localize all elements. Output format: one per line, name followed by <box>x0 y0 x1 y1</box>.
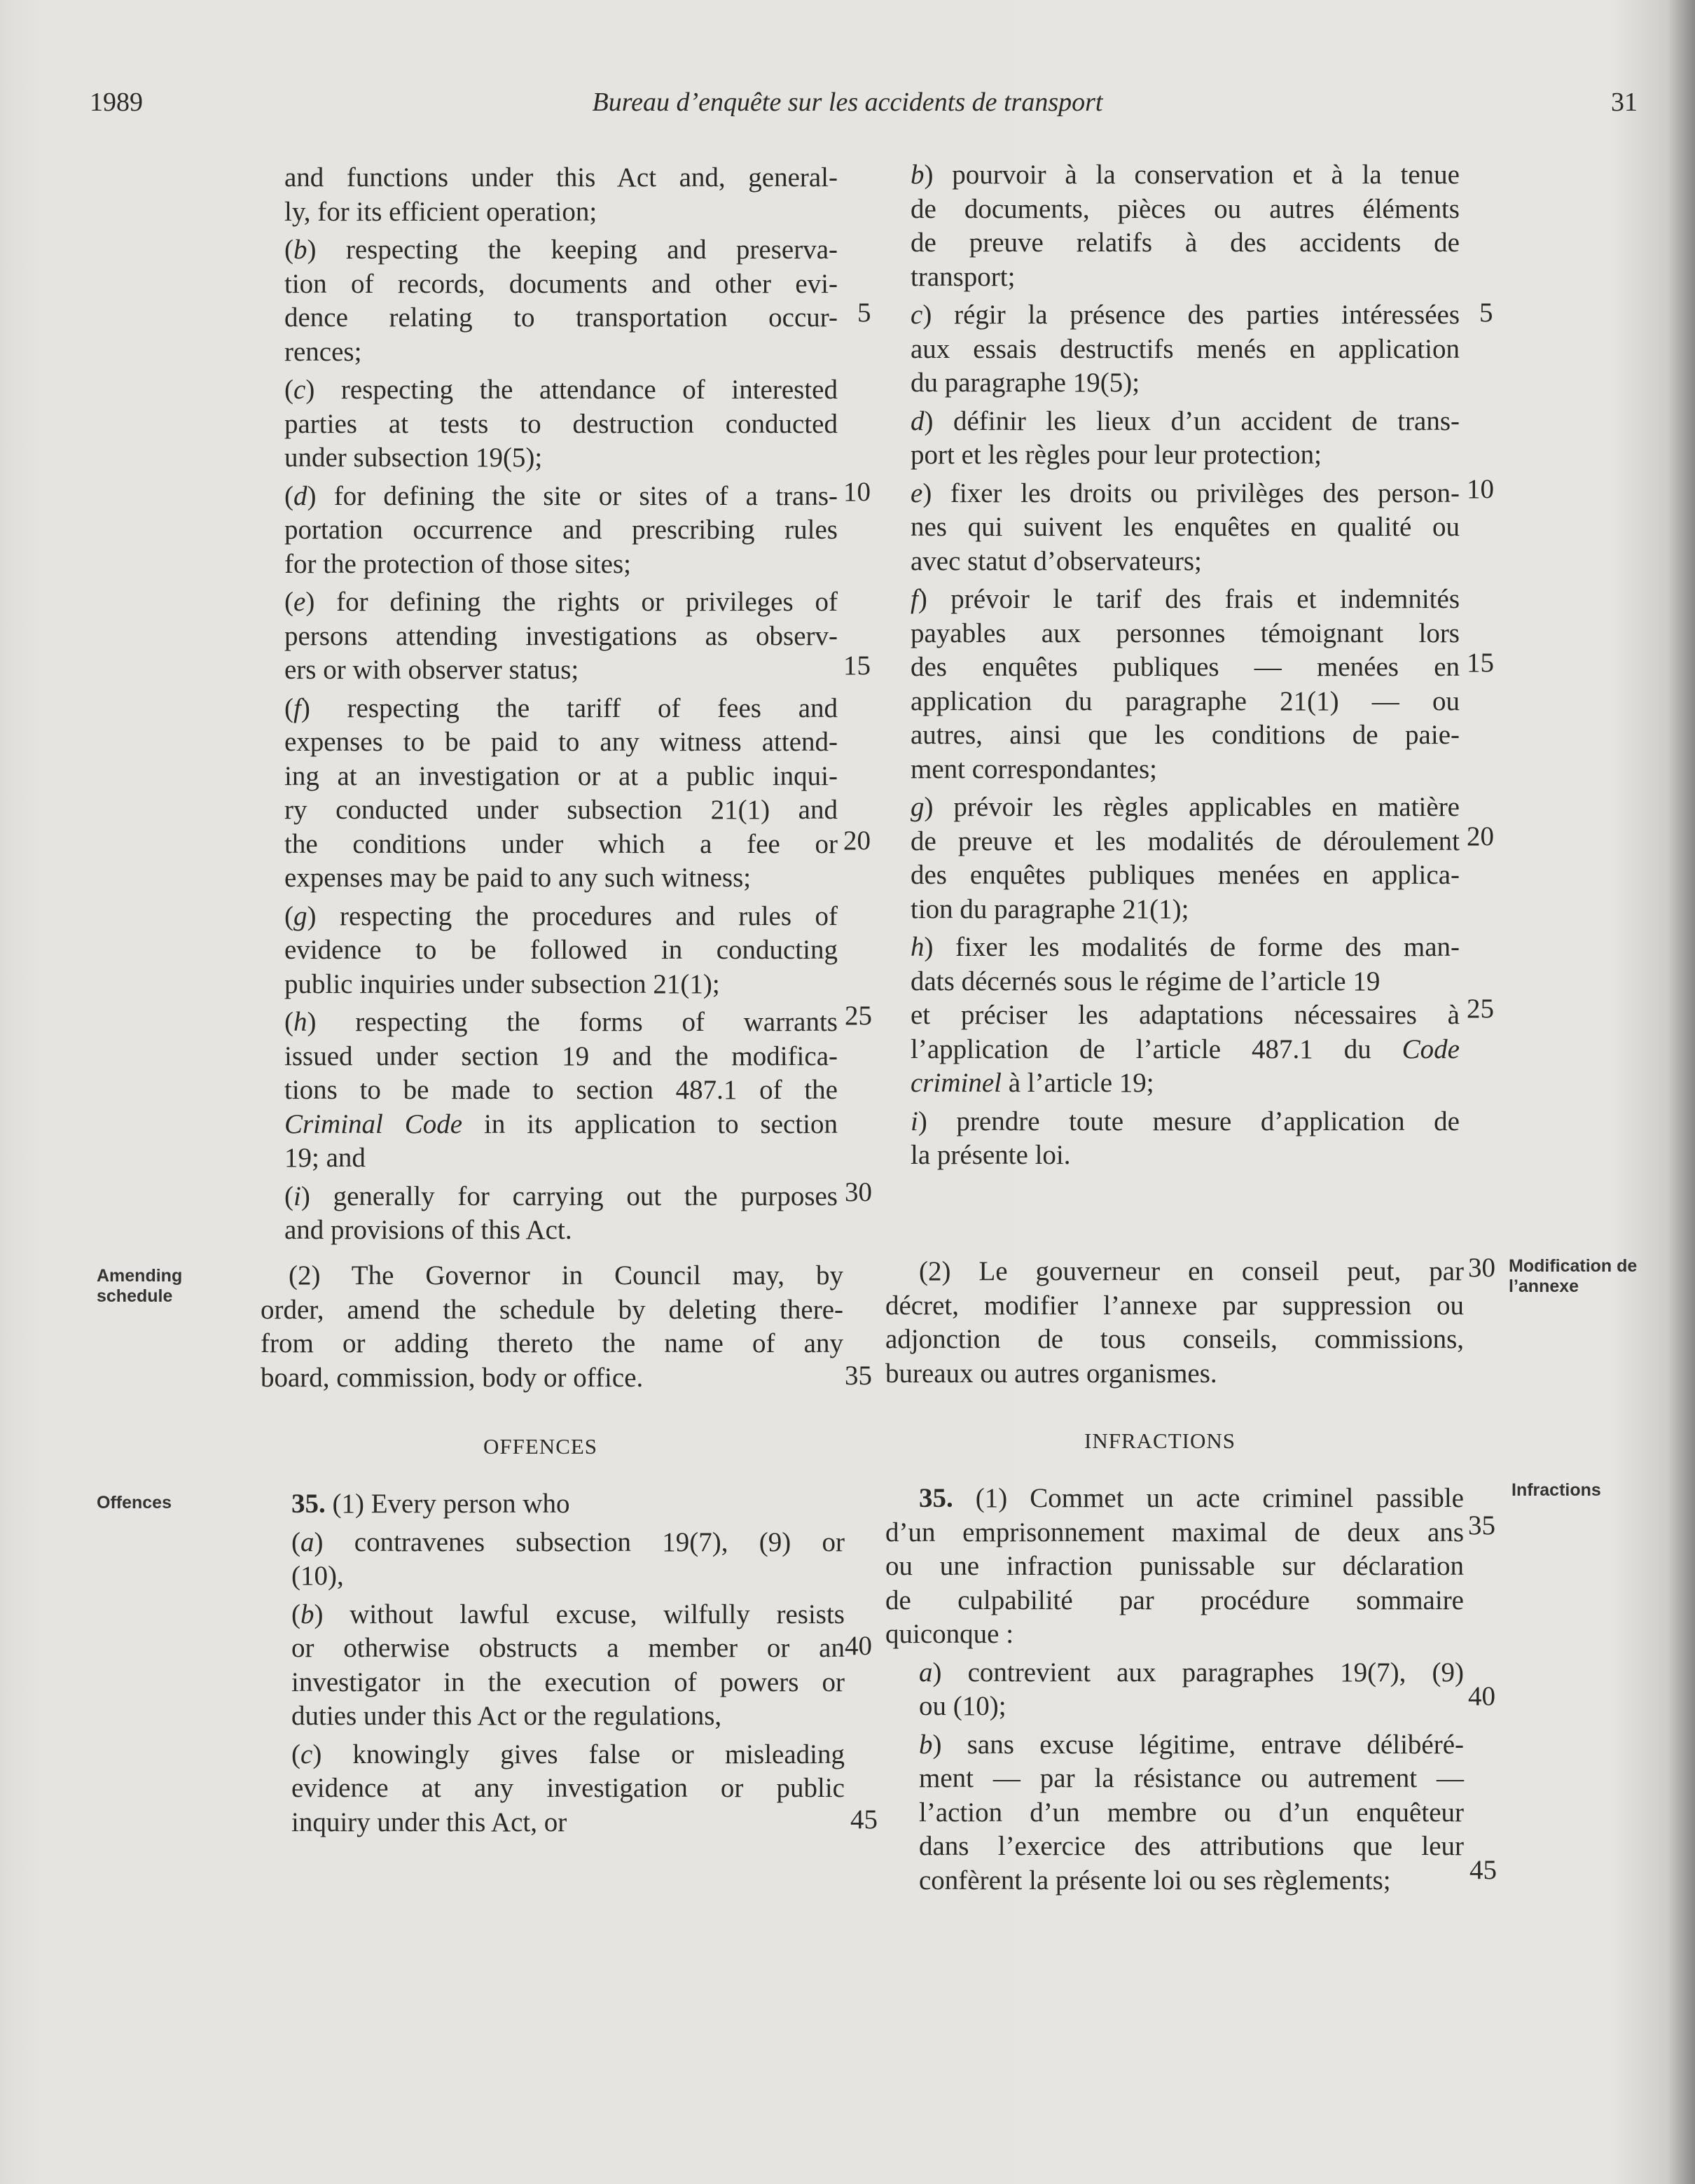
line-number: 5 <box>1479 298 1493 328</box>
text-line: expenses to be paid to any witness attend- <box>284 727 838 757</box>
line-number: 15 <box>843 651 871 681</box>
text-line: b) pourvoir à la conservation et à la tenue <box>911 160 1460 190</box>
text-line: issued under section 19 and the modifica- <box>284 1041 838 1071</box>
text-line: c) régir la présence des parties intéressées <box>911 300 1460 330</box>
text-line: (b) without lawful excuse, wilfully resists <box>291 1599 845 1629</box>
text-line: i) prendre toute mesure d’application de <box>911 1106 1460 1136</box>
line-number: 25 <box>845 1001 872 1031</box>
text-line: under subsection 19(5); <box>284 443 543 473</box>
text-line: inquiry under this Act, or <box>291 1807 567 1837</box>
line-number: 35 <box>845 1361 872 1391</box>
text-line: quiconque : <box>885 1619 1014 1649</box>
infractions-heading: INFRACTIONS <box>1084 1428 1236 1453</box>
margin-note-modification-annexe: Modification de l’annexe <box>1509 1256 1638 1296</box>
text-line: e) fixer les droits ou privilèges des person- <box>911 478 1460 508</box>
english-offences <box>291 1487 845 1839</box>
text-line: tion of records, documents and other evi- <box>284 268 838 299</box>
text-line: d’un emprisonnement maximal de deux ans <box>885 1517 1464 1547</box>
text-line: parties at tests to destruction conducted <box>284 408 838 439</box>
text-line: from or adding thereto the name of any <box>261 1328 843 1358</box>
page-number: 31 <box>1611 88 1638 117</box>
text-line: tions to be made to section 487.1 of the <box>284 1075 838 1105</box>
text-line: de documents, pièces ou autres éléments <box>911 193 1460 224</box>
text-line: autres, ainsi que les conditions de paie- <box>911 720 1460 750</box>
text-line: evidence at any investigation or public <box>291 1773 845 1803</box>
text-line: b) sans excuse légitime, entrave délibéré- <box>919 1729 1464 1760</box>
text-line: a) contrevient aux paragraphes 19(7), (9) <box>919 1657 1464 1688</box>
text-line: des enquêtes publiques menées en applica- <box>911 860 1460 890</box>
line-number: 20 <box>1467 821 1494 851</box>
text-line: public inquiries under subsection 21(1); <box>284 968 720 999</box>
text-line: portation occurrence and prescribing rules <box>284 515 838 545</box>
text-line: des enquêtes publiques — menées en <box>911 652 1460 682</box>
text-line: (a) contravenes subsection 19(7), (9) or <box>291 1526 845 1557</box>
text-line: ment correspondantes; <box>911 753 1157 784</box>
line-number: 40 <box>845 1631 872 1661</box>
french-offences <box>885 1482 1464 1898</box>
text-line: d) définir les lieux d’un accident de trans- <box>911 405 1460 436</box>
text-line: h) fixer les modalités de forme des man- <box>911 932 1460 962</box>
english-regulations <box>284 161 838 1248</box>
text-line: dats décernés sous le régime de l’article 19 <box>911 966 1381 996</box>
line-number: 10 <box>1467 474 1494 504</box>
text-line: application du paragraphe 21(1) — ou <box>911 686 1460 716</box>
text-line: adjonction de tous conseils, commissions, <box>885 1324 1464 1354</box>
text-line: and provisions of this Act. <box>284 1215 572 1245</box>
text-line: 35. (1) Commet un acte criminel passible <box>919 1483 1464 1513</box>
text-line: du paragraphe 19(5); <box>911 368 1140 398</box>
text-line: board, commission, body or office. <box>261 1362 644 1393</box>
line-number: 20 <box>843 826 871 856</box>
text-line: (c) knowingly gives false or misleading <box>291 1739 845 1769</box>
text-line: order, amend the schedule by deleting there- <box>261 1294 843 1325</box>
text-line: (10), <box>291 1561 344 1591</box>
text-line: duties under this Act or the regulations, <box>291 1701 722 1731</box>
text-line: ing at an investigation or at a public inqui- <box>284 760 838 791</box>
french-amending-schedule <box>885 1255 1464 1391</box>
text-line: de preuve et les modalités de déroulement <box>911 826 1460 856</box>
text-line: tion du paragraphe 21(1); <box>911 893 1189 924</box>
text-line: ou (10); <box>919 1691 1006 1721</box>
text-line: et préciser les adaptations nécessaires à <box>911 1000 1460 1030</box>
text-line: port et les règles pour leur protection; <box>911 440 1322 470</box>
running-title: Bureau d’enquête sur les accidents de transport <box>592 88 1103 117</box>
text-line: investigator in the execution of powers or <box>291 1667 845 1697</box>
text-line: for the protection of those sites; <box>284 548 631 579</box>
text-line: or otherwise obstructs a member or an <box>291 1633 845 1663</box>
text-line: de culpabilité par procédure sommaire <box>885 1585 1464 1615</box>
text-line: ment — par la résistance ou autrement — <box>919 1763 1464 1793</box>
text-line: payables aux personnes témoignant lors <box>911 618 1460 648</box>
text-line: f) prévoir le tarif des frais et indemnités <box>911 584 1460 614</box>
text-line: de preuve relatifs à des accidents de <box>911 228 1460 258</box>
text-line: la présente loi. <box>911 1140 1071 1170</box>
text-line: l’application de l’article 487.1 du Code <box>911 1034 1460 1064</box>
text-line: transport; <box>911 261 1016 292</box>
text-line: bureaux ou autres organismes. <box>885 1358 1217 1389</box>
text-line: ry conducted under subsection 21(1) and <box>284 795 838 825</box>
line-number: 30 <box>1468 1253 1495 1283</box>
line-number: 10 <box>843 477 871 507</box>
text-line: dans l’exercice des attributions que leur <box>919 1831 1464 1861</box>
text-line: criminel à l’article 19; <box>911 1068 1154 1098</box>
text-line: 35. (1) Every person who <box>291 1489 570 1519</box>
line-number: 45 <box>1469 1855 1497 1885</box>
text-line: (b) respecting the keeping and preserva- <box>284 235 838 265</box>
line-number: 30 <box>845 1177 872 1207</box>
header-year: 1989 <box>90 88 143 117</box>
text-line: (f) respecting the tariff of fees and <box>284 693 838 723</box>
line-number: 15 <box>1467 648 1494 678</box>
line-number: 45 <box>850 1804 878 1835</box>
offences-heading: OFFENCES <box>483 1434 598 1459</box>
margin-note-amending-schedule: Amending schedule <box>97 1266 183 1306</box>
text-line: persons attending investigations as observ- <box>284 620 838 651</box>
text-line: g) prévoir les règles applicables en matière <box>911 792 1460 822</box>
text-line: ou une infraction punissable sur déclaration <box>885 1551 1464 1581</box>
french-regulations <box>911 158 1460 1173</box>
line-number: 5 <box>857 298 871 328</box>
line-number: 40 <box>1468 1681 1495 1711</box>
text-line: (2) The Governor in Council may, by <box>289 1260 843 1291</box>
text-line: avec statut d’observateurs; <box>911 545 1202 576</box>
text-line: l’action d’un membre ou d’un enquêteur <box>919 1797 1464 1828</box>
text-line: the conditions under which a fee or <box>284 828 838 859</box>
text-line: (i) generally for carrying out the purposes <box>284 1181 838 1211</box>
margin-note-offences: Offences <box>97 1493 172 1512</box>
text-line: and functions under this Act and, general- <box>284 162 838 193</box>
text-line: ly, for its efficient operation; <box>284 196 597 227</box>
text-line: confèrent la présente loi ou ses règlements; <box>919 1865 1391 1896</box>
text-line: décret, modifier l’annexe par suppression ou <box>885 1290 1464 1321</box>
text-line: ers or with observer status; <box>284 655 579 685</box>
text-line: (c) respecting the attendance of interested <box>284 375 838 405</box>
text-line: 19; and <box>284 1143 366 1173</box>
line-number: 25 <box>1467 994 1494 1024</box>
text-line: Criminal Code in its application to section <box>284 1108 838 1139</box>
text-line: dence relating to transportation occur- <box>284 302 838 333</box>
margin-note-infractions: Infractions <box>1511 1480 1601 1500</box>
text-line: evidence to be followed in conducting <box>284 935 838 965</box>
text-line: (g) respecting the procedures and rules of <box>284 900 838 931</box>
english-amending-schedule <box>261 1259 843 1395</box>
text-line: (2) Le gouverneur en conseil peut, par <box>919 1256 1464 1286</box>
text-line: expenses may be paid to any such witness; <box>284 863 752 893</box>
text-line: (e) for defining the rights or privileges of <box>284 587 838 617</box>
text-line: nes qui suivent les enquêtes en qualité ou <box>911 512 1460 542</box>
line-number: 35 <box>1468 1510 1495 1540</box>
text-line: aux essais destructifs menés en application <box>911 333 1460 364</box>
text-line: rences; <box>284 336 362 367</box>
text-line: (h) respecting the forms of warrants <box>284 1007 838 1037</box>
text-line: (d) for defining the site or sites of a trans- <box>284 480 838 511</box>
